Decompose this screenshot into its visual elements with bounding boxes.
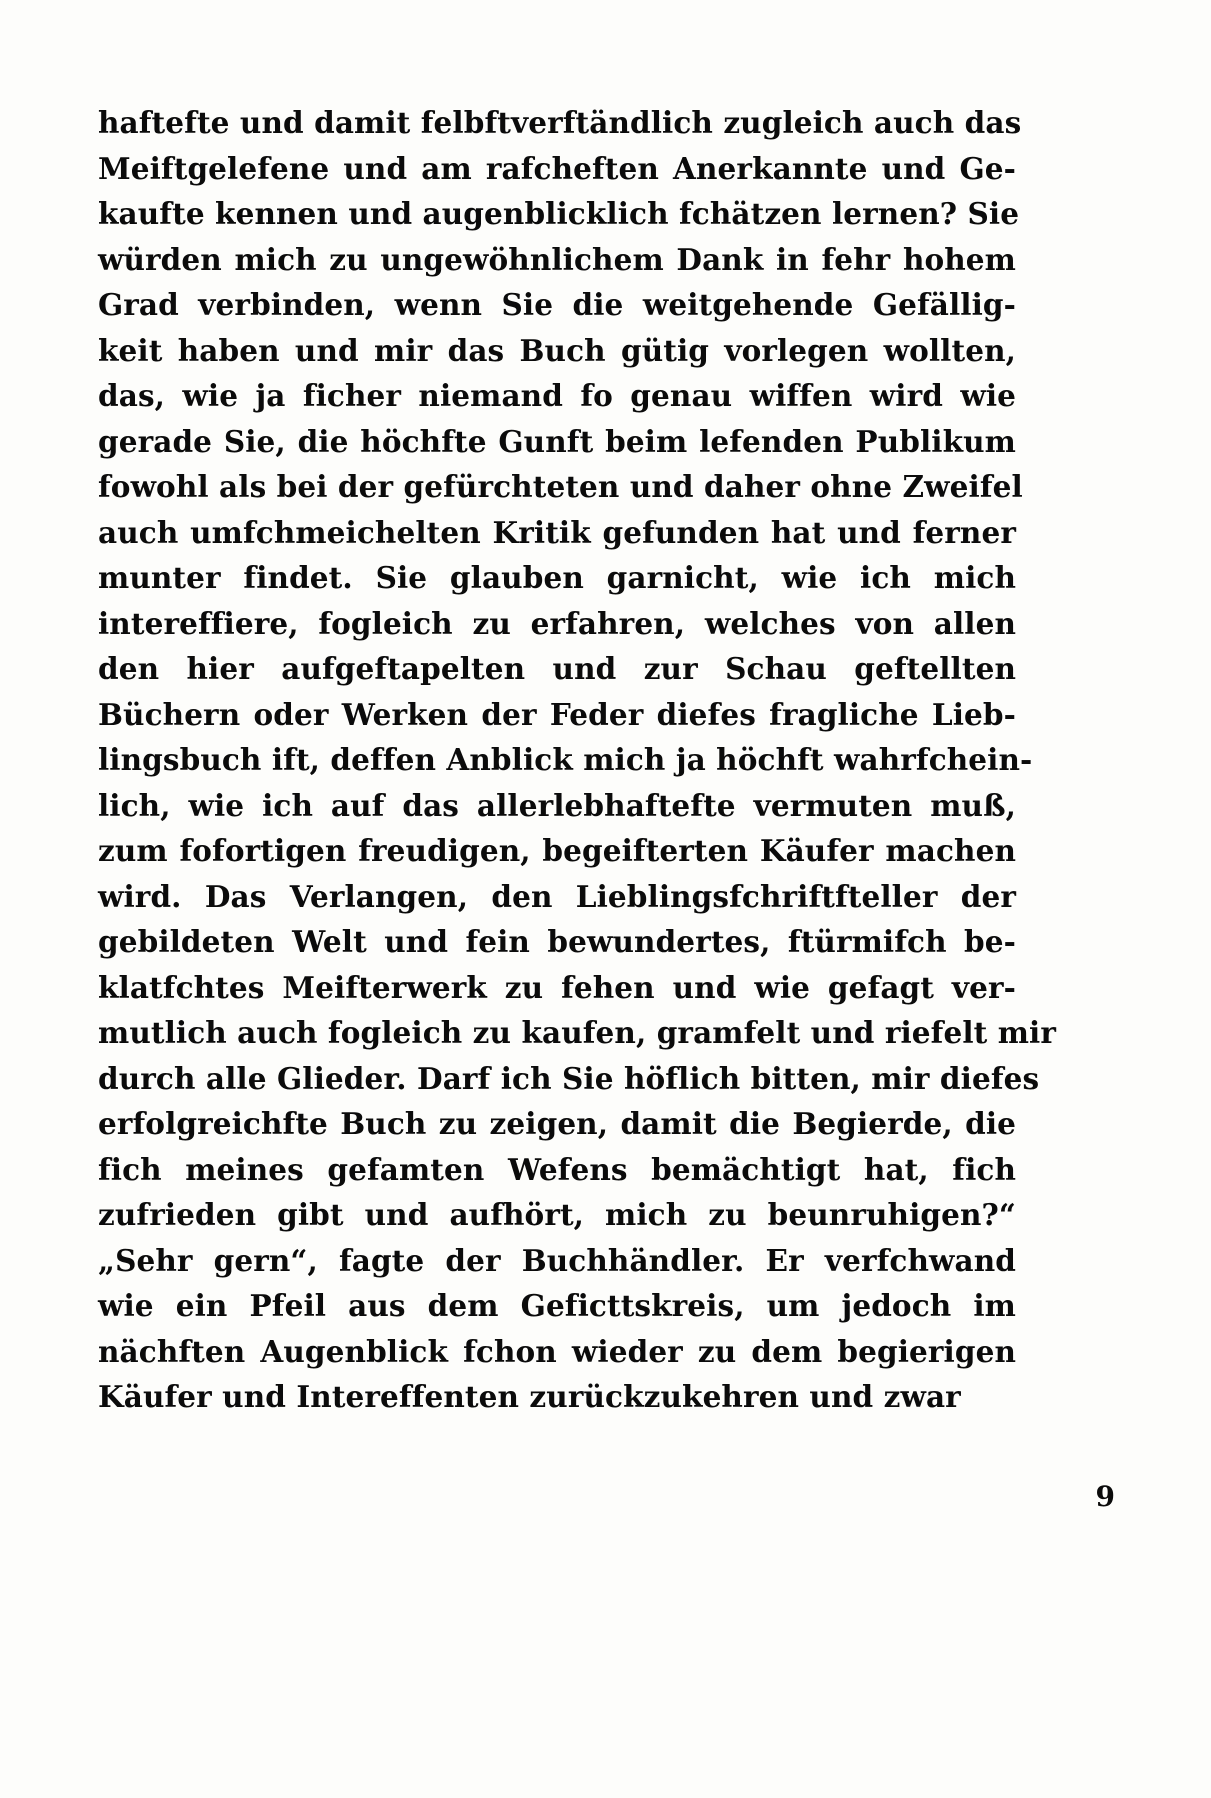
text-line: würden mich zu ungewöhnlichem Dank in fehr hohem <box>98 241 1016 277</box>
text-line: Meiftgelefene und am rafcheften Anerkannte und Ge- <box>98 150 1016 186</box>
body-text <box>98 100 1056 1420</box>
text-line: Grad verbinden, wenn Sie die weitgehende Gefällig- <box>98 287 1016 322</box>
text-line: klatfchtes Meifterwerk zu fehen und wie gefagt ver- <box>98 969 1016 1005</box>
text-line: haftefte und damit felbftverftändlich zugleich auch das <box>98 105 1022 140</box>
text-line: mutlich auch fogleich zu kaufen, gramfelt und riefelt mir <box>98 1015 1056 1050</box>
text-line: den hier aufgeftapelten und zur Schau geftellten <box>98 651 1016 686</box>
text-line: fich meines gefamten Wefens bemächtigt hat, fich <box>98 1151 1016 1187</box>
text-line: zum fofortigen freudigen, begeifterten Käufer machen <box>98 833 1016 868</box>
text-line: auch umfchmeichelten Kritik gefunden hat und ferner <box>98 514 1016 550</box>
text-line: munter findet. Sie glauben garnicht, wie ich mich <box>98 560 1016 595</box>
text-line: „Sehr gern“, fagte der Buchhändler. Er verfchwand <box>98 1242 1016 1278</box>
text-line: intereffiere, fogleich zu erfahren, welches von allen <box>98 605 1016 641</box>
text-line: gerade Sie, die höchfte Gunft beim lefenden Publikum <box>98 423 1016 459</box>
text-line: Käufer und Intereffenten zurückzukehren und zwar <box>98 1379 961 1414</box>
page-number: 9 <box>1095 1480 1115 1513</box>
text-line: nächften Augenblick fchon wieder zu dem begierigen <box>98 1333 1016 1369</box>
text-line: wie ein Pfeil aus dem Geficttskreis, um jedoch im <box>98 1288 1016 1323</box>
text-line: durch alle Glieder. Darf ich Sie höflich bitten, mir diefes <box>98 1060 1040 1096</box>
text-line: erfolgreichfte Buch zu zeigen, damit die Begierde, die <box>98 1106 1016 1141</box>
text-line: fowohl als bei der gefürchteten und daher ohne Zweifel <box>98 469 1023 504</box>
text-line: gebildeten Welt und fein bewundertes, ftürmifch be- <box>98 924 1016 959</box>
text-line: das, wie ja ficher niemand fo genau wiffen wird wie <box>98 378 1016 413</box>
text-line: lingsbuch ift, deffen Anblick mich ja höchft wahrfchein- <box>98 742 1033 777</box>
text-line: wird. Das Verlangen, den Lieblingsfchriftfteller der <box>98 878 1016 914</box>
text-line: keit haben und mir das Buch gütig vorlegen wollten, <box>98 332 1016 368</box>
text-line: lich, wie ich auf das allerlebhaftefte vermuten muß, <box>98 787 1016 823</box>
text-line: Büchern oder Werken der Feder diefes fragliche Lieb- <box>98 696 1016 732</box>
text-line: zufrieden gibt und aufhört, mich zu beunruhigen?“ <box>98 1197 1016 1232</box>
text-line: kaufte kennen und augenblicklich fchätzen lernen? Sie <box>98 196 1020 231</box>
